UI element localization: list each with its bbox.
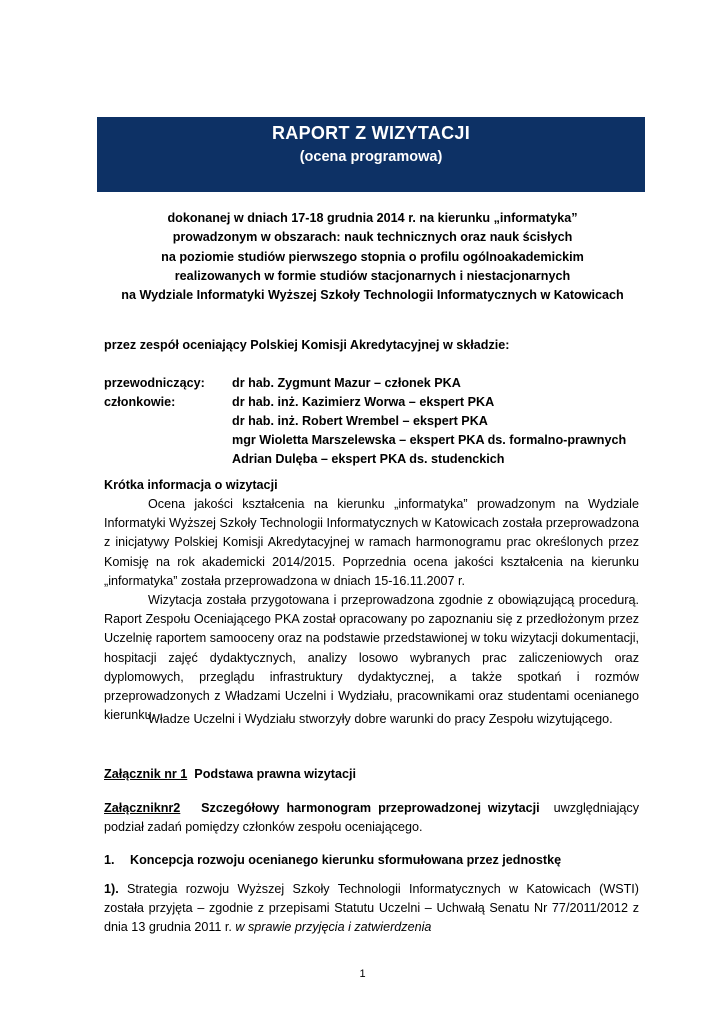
section-1-paragraph <box>104 880 639 938</box>
team-intro: przez zespół oceniający Polskiej Komisji Akredytacyjnej w składzie: <box>104 338 510 352</box>
intro-line: prowadzonym w obszarach: nauk technicznych oraz nauk ścisłych <box>172 230 573 245</box>
member-name: Adrian Dulęba – ekspert PKA ds. studenckich <box>232 452 505 466</box>
committee-member-row <box>104 393 664 412</box>
section-1-paragraph-text: Strategia rozwoju Wyższej Szkoły Technologii Informatycznych w Katowicach (WSTI) została przyjęta – zgodnie z przepisami Statutu Uczelni – Uchwałą Senatu Nr 77/2011/2012 z dnia 13 grudnia 2011 r. <box>104 882 639 935</box>
report-title: RAPORT Z WIZYTACJI <box>271 123 471 143</box>
attachment-1-label: Załącznik nr 1 <box>104 767 188 781</box>
attachment-2-text: uwzględniający podział zadań pomiędzy członków zespołu oceniającego. <box>104 801 640 835</box>
visit-description <box>80 209 665 305</box>
section-1-paragraph-italic: w sprawie przyjęcia i zatwierdzenia <box>235 920 432 935</box>
committee-chair-row <box>104 374 664 393</box>
short-info-paragraph-2: Wizytacja została przygotowana i przeprowadzona zgodnie z obowiązującą procedurą. Raport Zespołu Oceniającego PKA został opracowany po zapoznaniu się z przedłożonym przez Uczelnię raportem samooceny oraz na podstawie przedstawionej w toku wizytacji dokumentacji, hospitacji zajęć dydaktycznych, analizy losowo wybranych prac zaliczeniowych oraz dyplomowych, przeglądu infrastruktury dydaktycznej, a także spotkań i rozmów przeprowadzonych z Władzami Uczelni i Wydziału, pracownikami oraz studentami ocenianego kierunku. <box>104 593 639 723</box>
attachment-1-text: Podstawa prawna wizytacji <box>194 767 356 781</box>
member-name: mgr Wioletta Marszelewska – ekspert PKA ds. formalno-prawnych <box>232 433 627 447</box>
page-number: 1 <box>359 968 366 980</box>
member-name: dr hab. inż. Robert Wrembel – ekspert PKA <box>232 414 488 428</box>
report-subtitle: (ocena programowa) <box>299 149 443 165</box>
committee-member-row <box>104 412 664 431</box>
intro-line: realizowanych w formie studiów stacjonarnych i niestacjonarnych <box>174 268 571 283</box>
committee-member-row <box>104 450 664 469</box>
attachment-2-label: Załączniknr2 <box>104 801 181 815</box>
chair-name: dr hab. Zygmunt Mazur – członek PKA <box>232 376 461 390</box>
intro-line: dokonanej w dniach 17-18 grudnia 2014 r. na kierunku „informatyka” <box>167 211 578 225</box>
attachment-2-bold-text: Szczegółowy harmonogram przeprowadzonej wizytacji <box>201 801 540 815</box>
intro-line: na Wydziale Informatyki Wyższej Szkoły Technologii Informatycznych w Katowicach <box>121 288 624 303</box>
chair-role-label: przewodniczący: <box>104 376 205 390</box>
section-1-heading <box>104 851 639 870</box>
short-info-paragraph-3: Władze Uczelni i Wydziału stworzyły dobre warunki do pracy Zespołu wizytującego. <box>148 712 613 726</box>
section-1-title: Koncepcja rozwoju ocenianego kierunku sformułowana przez jednostkę <box>130 853 562 867</box>
intro-line: na poziomie studiów pierwszego stopnia o profilu ogólnoakademickim <box>161 249 584 264</box>
short-info-heading: Krótka informacja o wizytacji <box>104 478 278 492</box>
members-role-label: członkowie: <box>104 395 176 409</box>
attachment-2 <box>104 799 639 837</box>
short-info-paragraph-1: Ocena jakości kształcenia na kierunku „informatyka” prowadzonym na Wydziale Informatyki Wyższej Szkoły Technologii Informatycznych w Katowicach została przeprowadzona z inicjatywy Polskiej Komisji Akredytacyjnej w ramach harmonogramu prac określonych przez Komisję na rok akademicki 2014/2015. Poprzednia ocena jakości kształcenia na kierunku „informatyka” została przeprowadzona w dniach 15-16.11.2007 r. <box>104 497 639 588</box>
section-1-number: 1. <box>104 853 115 867</box>
member-name: dr hab. inż. Kazimierz Worwa – ekspert PKA <box>232 395 495 409</box>
report-title-banner <box>97 117 645 192</box>
attachment-1 <box>104 765 639 784</box>
section-1-paragraph-label: 1). <box>104 882 119 896</box>
committee-member-row <box>104 431 664 450</box>
